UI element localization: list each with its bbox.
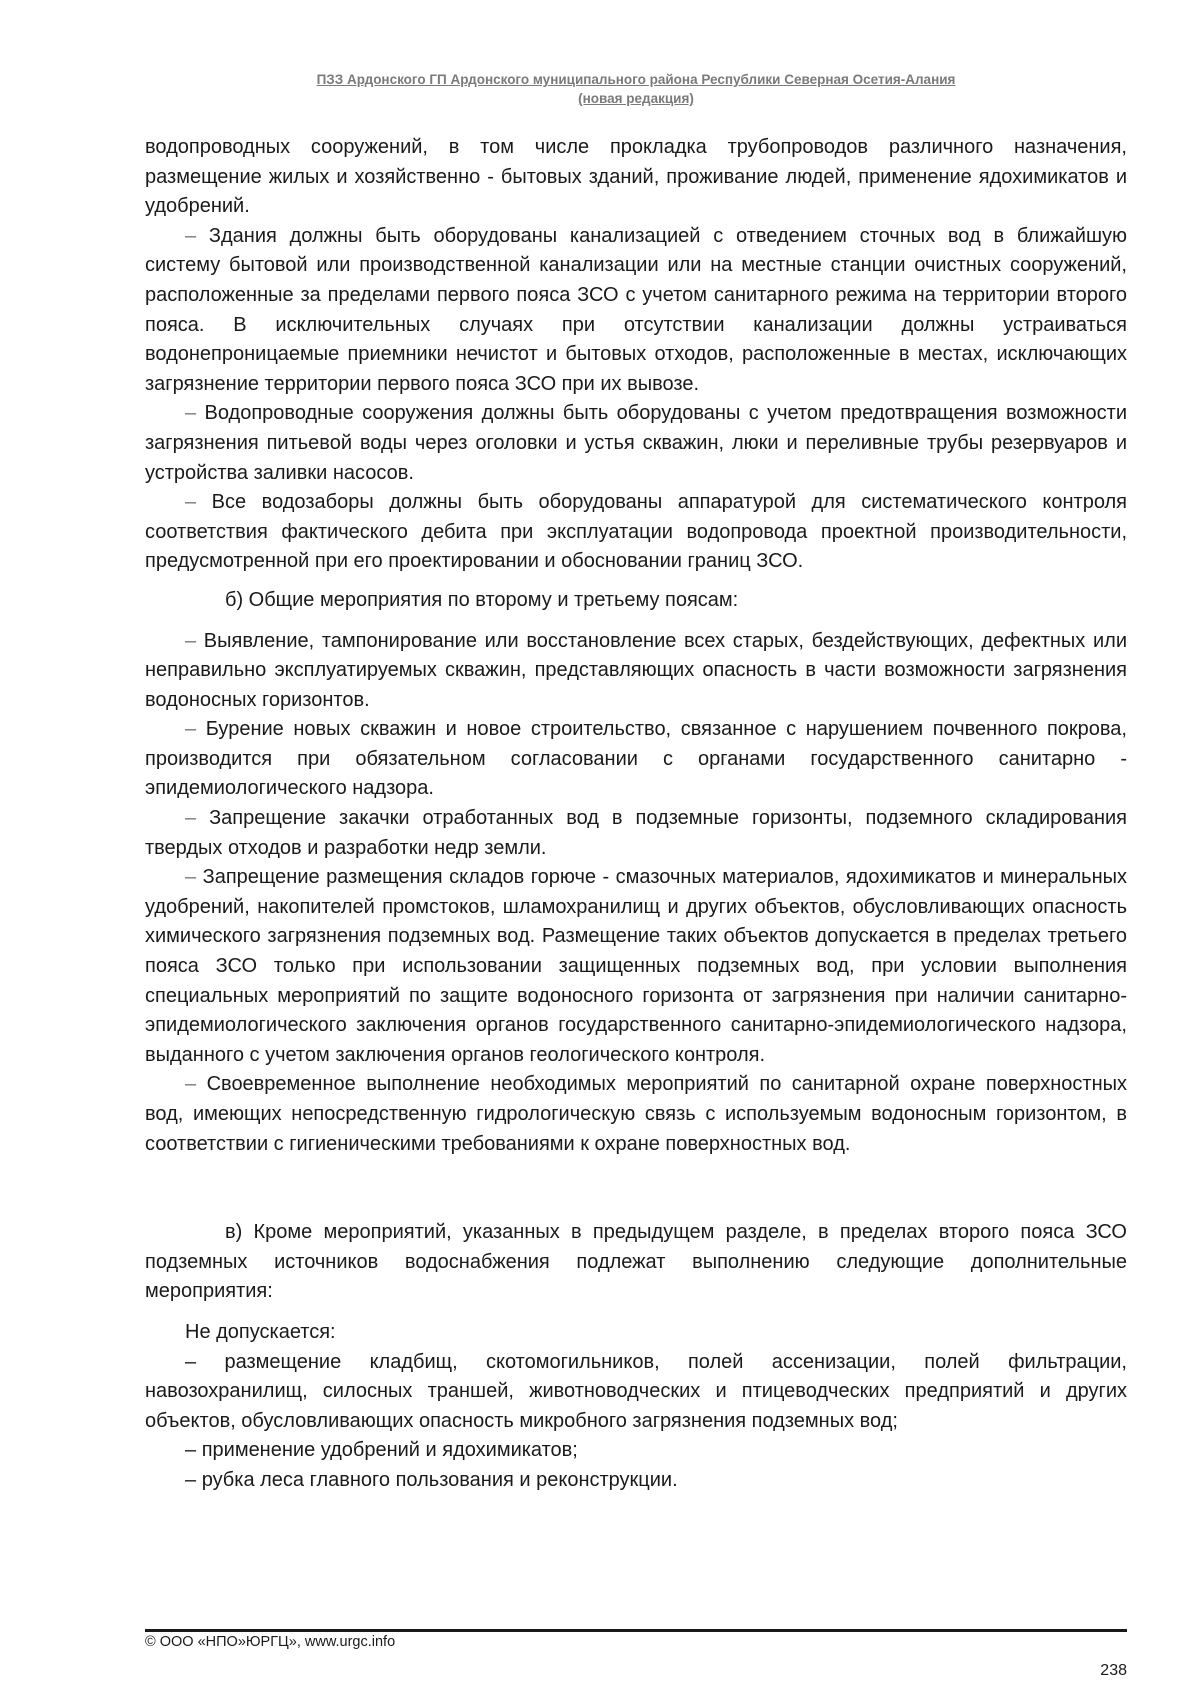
dash-marker: –	[185, 491, 197, 514]
list-item	[145, 1466, 1127, 1496]
dash-marker: –	[185, 718, 197, 741]
paragraph	[145, 222, 1127, 400]
paragraph	[145, 863, 1127, 1070]
section-heading: в) Кроме мероприятий, указанных в предыдущем разделе, в пределах второго пояса ЗСО подземных источников водоснабжения подлежат выполнению следующие дополнительные мероприятия:	[145, 1221, 1127, 1303]
page-header	[145, 70, 1127, 108]
paragraph	[145, 1070, 1127, 1159]
paragraph	[145, 715, 1127, 804]
paragraph-text: Выявление, тампонирование или восстановление всех старых, бездействующих, дефектных или неправильно эксплуатируемых скважин, представляющих опасность в части возможности загрязнения водоносных горизонтов.	[145, 629, 1127, 711]
dash-marker: –	[185, 1350, 197, 1373]
paragraph	[145, 488, 1127, 577]
paragraph	[145, 627, 1127, 716]
paragraph-text: Запрещение размещения складов горюче - смазочных материалов, ядохимикатов и минеральных удобрений, накопителей промстоков, шламохранилищ и других объектов, обусловливающих опасность химического загрязнения подземных вод. Размещение таких объектов допускается в пределах третьего пояса ЗСО только при использовании защищенных подземных вод, при условии выполнения специальных мероприятий по защите водоносного горизонта от загрязнения при наличии санитарно-эпидемиологического заключения органов государственного санитарно-эпидемиологического надзора, выданного с учетом заключения органов геологического контроля.	[145, 866, 1127, 1066]
document-body	[145, 133, 1127, 1496]
paragraph-text: Запрещение закачки отработанных вод в подземные горизонты, подземного складирования твердых отходов и разработки недр земли.	[145, 807, 1127, 859]
paragraph: водопроводных сооружений, в том числе прокладка трубопроводов различного назначения, размещение жилых и хозяйственно - бытовых зданий, проживание людей, применение ядохимикатов и удобрений.	[145, 136, 1127, 218]
dash-marker: –	[185, 866, 197, 889]
dash-marker: –	[185, 807, 197, 830]
list-item	[145, 1436, 1127, 1466]
paragraph-text: размещение кладбищ, скотомогильников, полей ассенизации, полей фильтрации, навозохранилищ, силосных траншей, животноводческих и птицеводческих предприятий и других объектов, обусловливающих опасность микробного загрязнения подземных вод;	[145, 1350, 1127, 1432]
list-item	[145, 1348, 1127, 1437]
paragraph-text: Своевременное выполнение необходимых мероприятий по санитарной охране поверхностных вод, имеющих непосредственную гидрологическую связь с используемым водоносным горизонтом, в соответствии с гигиеническими требованиями к охране поверхностных вод.	[145, 1073, 1128, 1155]
paragraph	[145, 804, 1127, 863]
dash-marker: –	[185, 629, 197, 652]
paragraph-text: Водопроводные сооружения должны быть оборудованы с учетом предотвращения возможности загрязнения питьевой воды через оголовки и устья скважин, люки и переливные трубы резервуаров и устройства заливки насосов.	[145, 402, 1128, 484]
page-number: 238	[1100, 1662, 1127, 1679]
footer-divider	[145, 1629, 1127, 1632]
footer-copyright: © ООО «НПО»ЮРГЦ», www.urgc.info	[145, 1634, 396, 1650]
dash-marker: –	[185, 224, 197, 247]
paragraph-text: Здания должны быть оборудованы канализацией с отведением сточных вод в ближайшую систему бытовой или производственной канализации или на местные станции очистных сооружений, расположенные за пределами первого пояса ЗСО с учетом санитарного режима на территории второго пояса. В исключительных случаях при отсутствии канализации должны устраиваться водонепроницаемые приемники нечистот и бытовых отходов, расположенные в местах, исключающих загрязнение территории первого пояса ЗСО при их вывозе.	[145, 224, 1127, 395]
header-title: ПЗЗ Ардонского ГП Ардонского муниципального района Республики Северная Осетия-Алания	[316, 72, 956, 87]
header-subtitle: (новая редакция)	[578, 91, 694, 106]
dash-marker: –	[185, 1468, 197, 1491]
paragraph	[145, 399, 1127, 488]
dash-marker: –	[185, 402, 197, 425]
paragraph-text: применение удобрений и ядохимикатов;	[201, 1439, 578, 1462]
section-heading: б) Общие мероприятия по второму и третьему поясам:	[225, 588, 739, 611]
dash-marker: –	[185, 1439, 197, 1462]
dash-marker: –	[185, 1073, 197, 1096]
paragraph-text: Все водозаборы должны быть оборудованы аппаратурой для систематического контроля соответствия фактического дебита при эксплуатации водопровода проектной производительности, предусмотренной при его проектировании и обосновании границ ЗСО.	[145, 491, 1128, 573]
paragraph-text: Бурение новых скважин и новое строительство, связанное с нарушением почвенного покрова, производится при обязательном согласовании с органами государственного санитарно - эпидемиологического надзора.	[145, 718, 1127, 800]
paragraph-text: рубка леса главного пользования и реконструкции.	[201, 1468, 678, 1491]
paragraph: Не допускается:	[185, 1320, 336, 1343]
